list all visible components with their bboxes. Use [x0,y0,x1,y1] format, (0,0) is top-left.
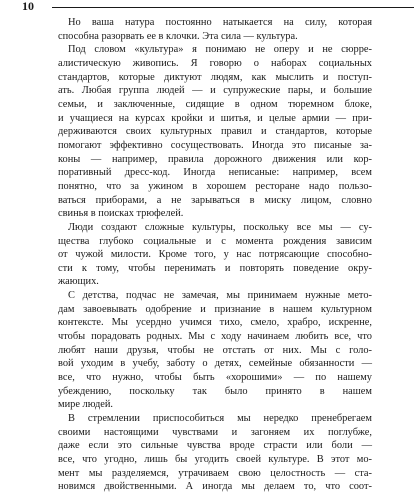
text-line: Под словом «культура» я понимаю не оперу и не сюрре- [68,44,372,56]
text-line: держиваются своих культурных правил и стандартов, которые [58,126,372,138]
text-line: С детства, подчас не замечая, мы принимаем нужные мето- [68,290,372,302]
text-line: алистическую живопись. Я говорю о наборах социальных [58,57,372,69]
body-text [58,16,372,494]
text-line: свинья в поисках трюфелей. [58,208,184,220]
text-line: поративный дресс-код. Иногда неписаные: например, всем [58,167,372,179]
text-line: ваться приборами, а не зарываться в миску лицом, словно [58,194,372,206]
text-line: от чужой милости. Кроме того, у нас потрясающие способно- [58,249,372,261]
page-number: 10 [22,0,34,13]
paragraph [58,412,372,494]
text-line: Люди создают сложные культуры, поскольку все мы — су- [68,221,372,233]
paragraph [58,16,372,43]
text-line: стандартов, которые диктуют людям, как мыслить и поступ- [58,71,372,83]
text-line: сти к тому, чтобы перенимать и повторять поведение окру- [58,262,372,274]
text-line: жающих. [58,276,99,288]
text-line: ать. Любая группа людей — и супружеские пары, и большие [58,85,372,97]
text-line: любят наши друзья, чтобы не отстать от них. Мы с голо- [58,344,372,356]
header-rule [52,7,414,8]
text-line: новимся двойственными. А иногда мы делаем то, что соот- [58,481,372,493]
text-line: контексте. Мы усердно учимся тихо, смело, храбро, искренне, [58,317,372,329]
text-line: чтобы порадовать родных. Мы с ходу начинаем любить все, что [58,331,372,343]
text-line: убеждению, поскольку так было принято в нашем [58,385,372,397]
text-line: дам завоевывать одобрение и признание в нашем культурном [58,303,372,315]
text-line: все, что нужно, чтобы быть «хорошими» — по нашему [58,372,372,384]
text-line: щества глубоко социальные и с момента рождения зависим [58,235,372,247]
text-line: помогают эффективно сосуществовать. Иногда это писаные за- [58,139,372,151]
text-line: семьи, и заключенные, сидящие в одном тюремном блоке, [58,98,372,110]
paragraph [58,43,372,221]
text-line: вой уходим в учебу, заботу о детях, семейные обязанности — [58,358,372,370]
text-line: В стремлении приспособиться мы нередко пренебрегаем [68,413,372,425]
text-line: способна разорвать ее в клочки. Эта сила — культура. [58,30,298,42]
text-line: мент мы разделяемся, утрачиваем свою целостность — ста- [58,467,372,479]
text-line: Но ваша натура постоянно натыкается на силу, которая [68,17,372,28]
text-line: коны — например, правила дорожного движения или кор- [58,153,372,165]
text-line: своими настоящими чувствами и загоняем их поглубже, [58,426,372,438]
text-line: все, что угодно, лишь бы угодить своей культуре. В этот мо- [58,454,372,465]
text-line: и учащиеся на курсах кройки и шитья, и целые армии — при- [58,112,372,124]
paragraph [58,221,372,289]
text-line: мире людей. [58,399,114,411]
text-line: понятно, что за ужином в хорошем ресторане надо пользо- [58,180,372,192]
text-line: даже если это сильные чувства вроде страсти или боли — [58,440,372,452]
paragraph [58,289,372,412]
